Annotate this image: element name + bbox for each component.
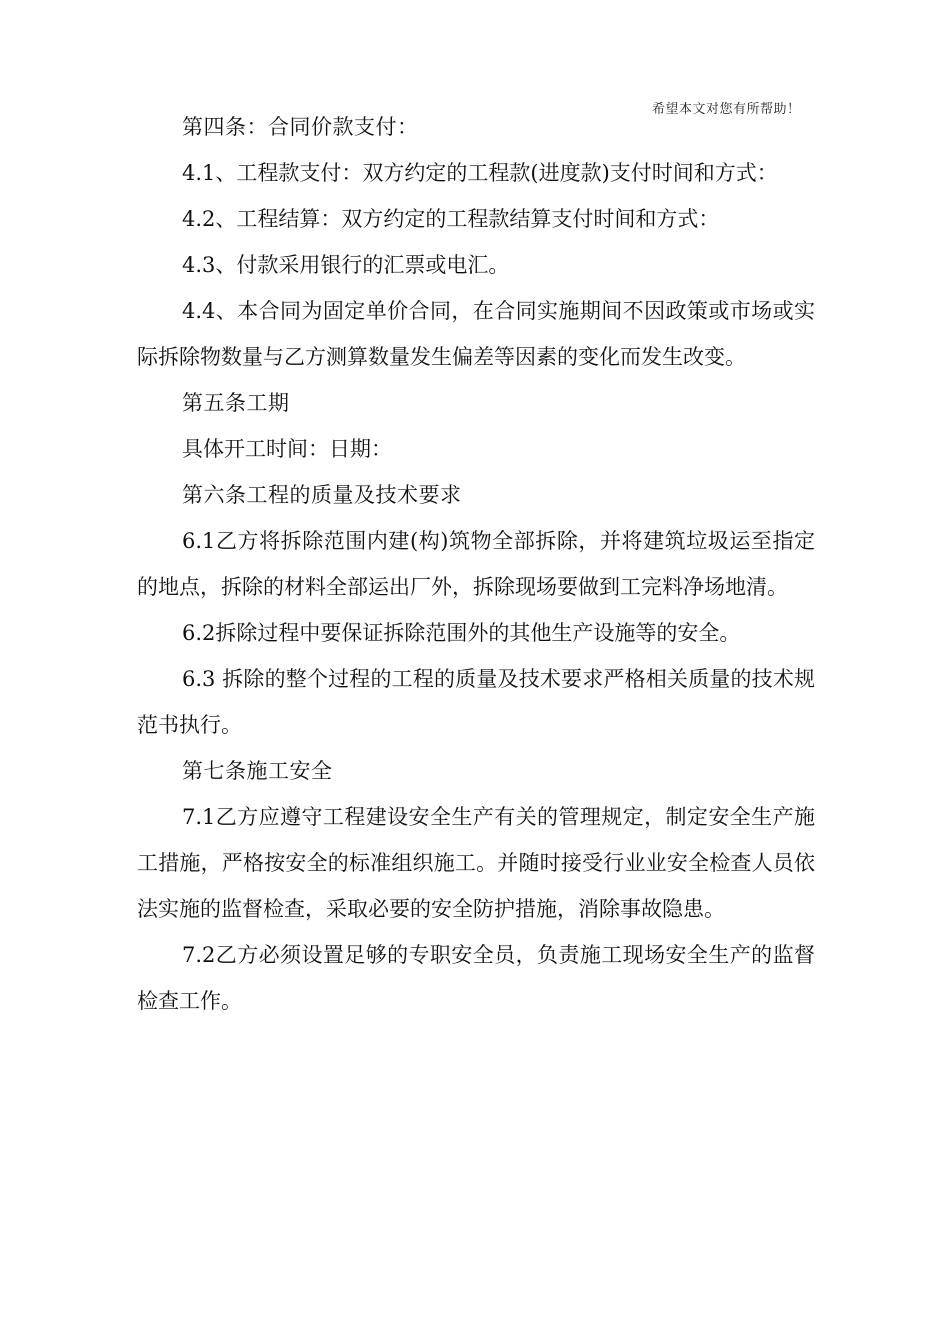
clause-4-3: 4.3、付款采用银行的汇票或电汇。: [182, 253, 510, 277]
start-date-line: 具体开工时间：日期：: [182, 437, 392, 461]
clause-4-4: 4.4、本合同为固定单价合同，在合同实施期间不因政策或市场或实际拆除物数量与乙方测算数量发生偏差等因素的变化而发生改变。: [137, 299, 815, 369]
section-7-heading: 第七条施工安全: [182, 759, 333, 783]
document-body: [137, 104, 815, 1024]
section-6-heading: 第六条工程的质量及技术要求: [182, 483, 462, 507]
clause-7-1: 7.1乙方应遵守工程建设安全生产有关的管理规定，制定安全生产施工措施，严格按安全的标准组织施工。并随时接受行业业安全检查人员依法实施的监督检查，采取必要的安全防护措施，消除事故隐患。: [137, 805, 815, 921]
clause-7-2: 7.2乙方必须设置足够的专职安全员，负责施工现场安全生产的监督检查工作。: [137, 943, 815, 1013]
clause-6-1: 6.1乙方将拆除范围内建(构)筑物全部拆除，并将建筑垃圾运至指定的地点，拆除的材料全部运出厂外，拆除现场要做到工完料净场地清。: [137, 529, 815, 599]
header-note: 希望本文对您有所帮助！: [652, 102, 801, 117]
clause-6-3: 6.3 拆除的整个过程的工程的质量及技术要求严格相关质量的技术规范书执行。: [137, 667, 815, 737]
clause-4-1: 4.1、工程款支付：双方约定的工程款(进度款)支付时间和方式：: [182, 161, 778, 185]
clause-4-2: 4.2、工程结算：双方约定的工程款结算支付时间和方式：: [182, 207, 720, 231]
section-5-heading: 第五条工期: [182, 391, 290, 415]
clause-6-2: 6.2拆除过程中要保证拆除范围外的其他生产设施等的安全。: [182, 621, 741, 645]
section-4-heading: 第四条：合同价款支付：: [182, 115, 419, 139]
